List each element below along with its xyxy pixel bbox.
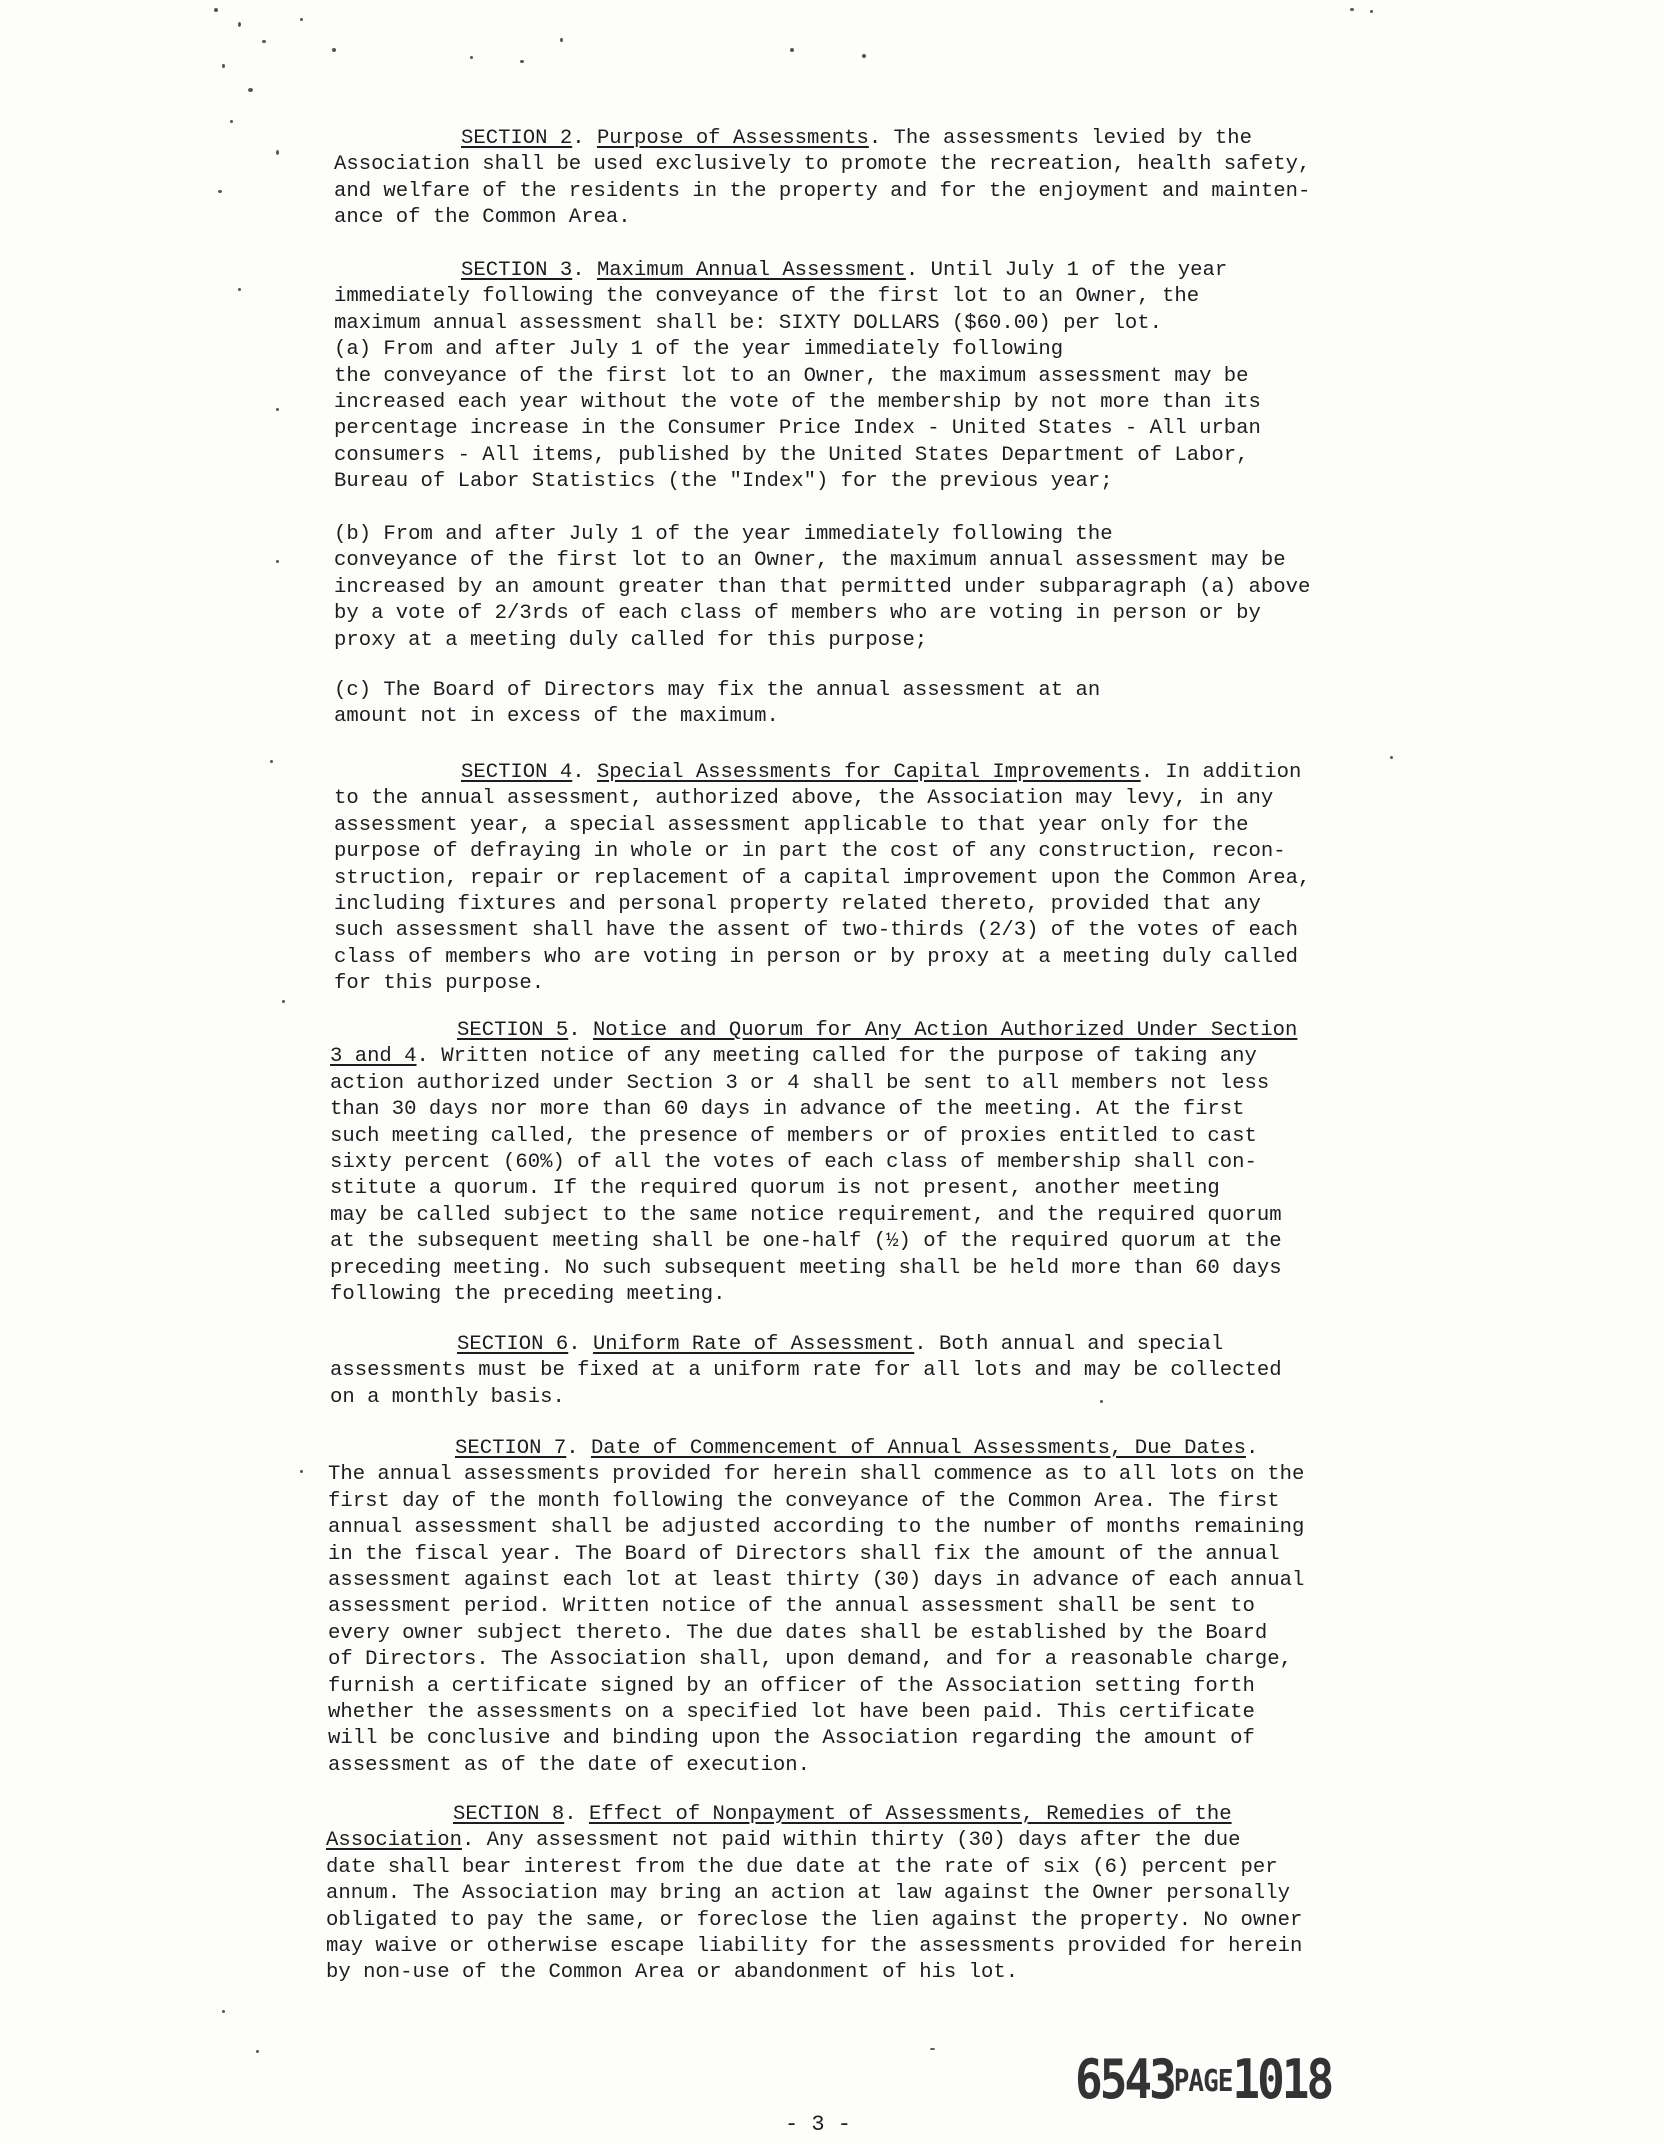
- text-run: proxy at a meeting duly called for this purpose;: [334, 628, 928, 652]
- recording-stamp: [1075, 2047, 1332, 2112]
- underlined-heading: Uniform Rate of Assessment: [592, 1333, 915, 1356]
- text-run: purpose of defraying in whole or in part the cost of any construction, recon-: [334, 840, 1286, 864]
- stamp-page: 1018: [1232, 2047, 1332, 2112]
- stamp-book: 6543: [1075, 2047, 1174, 2112]
- text-line: [330, 1385, 1282, 1411]
- text-line: [328, 1489, 1304, 1515]
- text-run: . The assessments levied by the: [868, 127, 1252, 150]
- text-run: action authorized under Section 3 or 4 shall be sent to all members not less: [330, 1071, 1270, 1095]
- text-line: [334, 390, 1261, 416]
- underlined-heading: Special Assessments for Capital Improvements: [596, 761, 1141, 784]
- text-run: date shall bear interest from the due date at the rate of six (6) percent per: [326, 1855, 1278, 1879]
- text-run: the conveyance of the first lot to an Owner, the maximum assessment may be: [334, 364, 1249, 388]
- text-run: Bureau of Labor Statistics (the "Index") for the previous year;: [334, 470, 1113, 494]
- text-line: [330, 1124, 1297, 1150]
- text-run: for this purpose.: [334, 972, 545, 996]
- text-line: [328, 1621, 1304, 1647]
- underlined-heading: SECTION 6: [457, 1333, 569, 1356]
- text-line: [328, 1647, 1304, 1673]
- text-line: [334, 786, 1310, 812]
- text-run: may be called subject to the same notice requirement, and the required quorum: [330, 1203, 1282, 1227]
- text-run: consumers - All items, published by the United States Department of Labor,: [334, 443, 1249, 467]
- text-line: [328, 1462, 1304, 1488]
- text-line: [328, 1674, 1304, 1700]
- underlined-heading: Notice and Quorum for Any Action Authorized Under Section: [592, 1019, 1298, 1042]
- text-run: by non-use of the Common Area or abandonment of his lot.: [326, 1961, 1019, 1985]
- text-run: annual assessment shall be adjusted according to the number of months remaining: [328, 1516, 1305, 1540]
- text-run: ance of the Common Area.: [334, 206, 631, 230]
- text-line: [330, 1203, 1297, 1229]
- text-run: Association shall be used exclusively to promote the recreation, health safety,: [334, 153, 1311, 177]
- text-run: The annual assessments provided for herein shall commence as to all lots on the: [328, 1463, 1305, 1487]
- text-line: [334, 179, 1310, 205]
- text-run: assessment as of the date of execution.: [328, 1753, 810, 1777]
- text-line: [330, 1071, 1297, 1097]
- text-run: .: [564, 1803, 589, 1826]
- text-run: .: [566, 1437, 591, 1460]
- text-line: [330, 1150, 1297, 1176]
- section-5: [330, 1018, 1297, 1308]
- text-run: . Any assessment not paid within thirty (30) days after the due: [461, 1829, 1241, 1853]
- text-run: .: [572, 127, 597, 150]
- text-line: [334, 258, 1261, 284]
- text-line: [334, 628, 1310, 654]
- text-line: [334, 866, 1310, 892]
- text-line: [326, 1855, 1302, 1881]
- section-3: [334, 258, 1261, 496]
- text-run: class of members who are voting in person or by proxy at a meeting duly called: [334, 945, 1298, 969]
- text-run: every owner subject thereto. The due dates shall be established by the Board: [328, 1621, 1268, 1645]
- text-line: [334, 522, 1310, 548]
- text-run: maximum annual assessment shall be: SIXTY DOLLARS ($60.00) per lot.: [334, 311, 1163, 335]
- text-run: . In addition: [1140, 761, 1302, 784]
- section-7: [328, 1436, 1304, 1779]
- text-line: [328, 1568, 1304, 1594]
- text-run: following the preceding meeting.: [330, 1282, 726, 1306]
- text-run: may waive or otherwise escape liability for the assessments provided for herein: [326, 1934, 1303, 1958]
- underlined-heading: Maximum Annual Assessment: [596, 259, 906, 282]
- underlined-heading: Effect of Nonpayment of Assessments, Remedies of the: [588, 1803, 1232, 1826]
- text-line: [334, 813, 1310, 839]
- underlined-heading: SECTION 5: [457, 1019, 569, 1042]
- text-run: . Written notice of any meeting called for the purpose of taking any: [416, 1045, 1257, 1069]
- text-run: to the annual assessment, authorized above, the Association may levy, in any: [334, 787, 1274, 811]
- text-run: increased by an amount greater than that permitted under subparagraph (a) above: [334, 575, 1311, 599]
- text-run: assessment against each lot at least thirty (30) days in advance of each annual: [328, 1568, 1305, 1592]
- text-run: in the fiscal year. The Board of Directors shall fix the amount of the annual: [328, 1542, 1280, 1566]
- underlined-heading: SECTION 8: [453, 1803, 565, 1826]
- text-run: .: [568, 1333, 593, 1356]
- text-run: .: [572, 761, 597, 784]
- text-line: [330, 1256, 1297, 1282]
- text-run: assessments must be fixed at a uniform rate for all lots and may be collected: [330, 1359, 1282, 1383]
- text-line: [326, 1828, 1302, 1854]
- underlined-heading: Date of Commencement of Annual Assessments, Due Dates: [590, 1437, 1246, 1460]
- text-line: [334, 205, 1310, 231]
- text-line: [330, 1358, 1282, 1384]
- text-line: [334, 760, 1310, 786]
- text-line: [334, 416, 1261, 442]
- text-line: [334, 601, 1310, 627]
- text-run: than 30 days nor more than 60 days in advance of the meeting. At the first: [330, 1098, 1245, 1122]
- underlined-heading: SECTION 7: [455, 1437, 567, 1460]
- text-line: [334, 678, 1100, 704]
- text-line: [334, 152, 1310, 178]
- text-run: furnish a certificate signed by an officer of the Association setting forth: [328, 1674, 1255, 1698]
- section-4: [334, 760, 1310, 998]
- text-run: (a) From and after July 1 of the year immediately following: [334, 338, 1064, 362]
- text-line: [334, 284, 1261, 310]
- text-run: such assessment shall have the assent of two-thirds (2/3) of the votes of each: [334, 919, 1298, 943]
- text-line: [330, 1018, 1297, 1044]
- text-run: preceding meeting. No such subsequent meeting shall be held more than 60 days: [330, 1256, 1282, 1280]
- stamp-page-label: PAGE: [1173, 2064, 1233, 2100]
- text-line: [334, 839, 1310, 865]
- section-3-c: [334, 678, 1100, 731]
- text-run: on a monthly basis.: [330, 1385, 565, 1409]
- text-line: [330, 1097, 1297, 1123]
- section-2: [334, 126, 1310, 232]
- text-run: including fixtures and personal property related thereto, provided that any: [334, 892, 1261, 916]
- text-line: [334, 126, 1310, 152]
- text-run: will be conclusive and binding upon the Association regarding the amount of: [328, 1727, 1255, 1751]
- text-line: [334, 892, 1310, 918]
- text-run: sixty percent (60%) of all the votes of each class of membership shall con-: [330, 1150, 1257, 1174]
- text-run: conveyance of the first lot to an Owner, the maximum annual assessment may be: [334, 549, 1286, 573]
- text-run: and welfare of the residents in the property and for the enjoyment and mainten-: [334, 179, 1311, 203]
- text-line: [326, 1908, 1302, 1934]
- text-line: [334, 918, 1310, 944]
- text-run: struction, repair or replacement of a capital improvement upon the Common Area,: [334, 866, 1311, 890]
- text-line: [330, 1176, 1297, 1202]
- text-run: assessment year, a special assessment applicable to that year only for the: [334, 813, 1249, 837]
- text-line: [334, 971, 1310, 997]
- text-run: amount not in excess of the maximum.: [334, 705, 779, 729]
- underlined-heading: SECTION 2: [461, 127, 573, 150]
- text-line: [334, 443, 1261, 469]
- underlined-heading: Purpose of Assessments: [596, 127, 869, 150]
- text-run: .: [1245, 1437, 1259, 1460]
- text-run: .: [572, 259, 597, 282]
- underlined-heading: 3 and 4: [330, 1045, 417, 1069]
- text-run: first day of the month following the conveyance of the Common Area. The first: [328, 1489, 1280, 1513]
- text-line: [330, 1282, 1297, 1308]
- text-line: [328, 1753, 1304, 1779]
- underlined-heading: Association: [326, 1829, 462, 1853]
- text-line: [334, 945, 1310, 971]
- text-run: of Directors. The Association shall, upon demand, and for a reasonable charge,: [328, 1648, 1292, 1672]
- text-run: assessment period. Written notice of the annual assessment shall be sent to: [328, 1595, 1255, 1619]
- text-line: [334, 337, 1261, 363]
- text-line: [334, 311, 1261, 337]
- text-line: [334, 704, 1100, 730]
- text-line: [328, 1436, 1304, 1462]
- text-run: (c) The Board of Directors may fix the annual assessment at an: [334, 679, 1101, 702]
- underlined-heading: SECTION 3: [461, 259, 573, 282]
- text-line: [328, 1726, 1304, 1752]
- text-line: [328, 1542, 1304, 1568]
- section-6: [330, 1332, 1282, 1411]
- text-run: . Both annual and special: [914, 1333, 1224, 1356]
- text-run: at the subsequent meeting shall be one-half (½) of the required quorum at the: [330, 1230, 1282, 1254]
- page-number: - 3 -: [785, 2112, 852, 2137]
- text-line: [326, 1881, 1302, 1907]
- text-run: percentage increase in the Consumer Price Index - United States - All urban: [334, 417, 1261, 441]
- text-run: by a vote of 2/3rds of each class of members who are voting in person or by: [334, 602, 1261, 626]
- text-run: immediately following the conveyance of the first lot to an Owner, the: [334, 285, 1200, 309]
- underlined-heading: SECTION 4: [461, 761, 573, 784]
- text-run: (b) From and after July 1 of the year immediately following the: [334, 523, 1113, 546]
- text-line: [330, 1044, 1297, 1070]
- text-run: such meeting called, the presence of members or of proxies entitled to cast: [330, 1124, 1257, 1148]
- text-line: [334, 575, 1310, 601]
- text-run: obligated to pay the same, or foreclose the lien against the property. No owner: [326, 1908, 1303, 1932]
- text-line: [326, 1802, 1302, 1828]
- text-line: [328, 1515, 1304, 1541]
- text-line: [334, 364, 1261, 390]
- text-run: annum. The Association may bring an action at law against the Owner personally: [326, 1882, 1290, 1906]
- text-run: .: [568, 1019, 593, 1042]
- text-line: [330, 1332, 1282, 1358]
- text-line: [326, 1960, 1302, 1986]
- text-line: [334, 548, 1310, 574]
- text-line: [328, 1594, 1304, 1620]
- text-line: [328, 1700, 1304, 1726]
- text-run: increased each year without the vote of the membership by not more than its: [334, 390, 1261, 414]
- text-line: [330, 1229, 1297, 1255]
- text-line: [334, 469, 1261, 495]
- section-3-b: [334, 522, 1310, 654]
- text-line: [326, 1934, 1302, 1960]
- text-run: whether the assessments on a specified lot have been paid. This certificate: [328, 1700, 1255, 1724]
- section-8: [326, 1802, 1302, 1987]
- text-run: stitute a quorum. If the required quorum is not present, another meeting: [330, 1177, 1220, 1201]
- text-run: . Until July 1 of the year: [905, 259, 1228, 282]
